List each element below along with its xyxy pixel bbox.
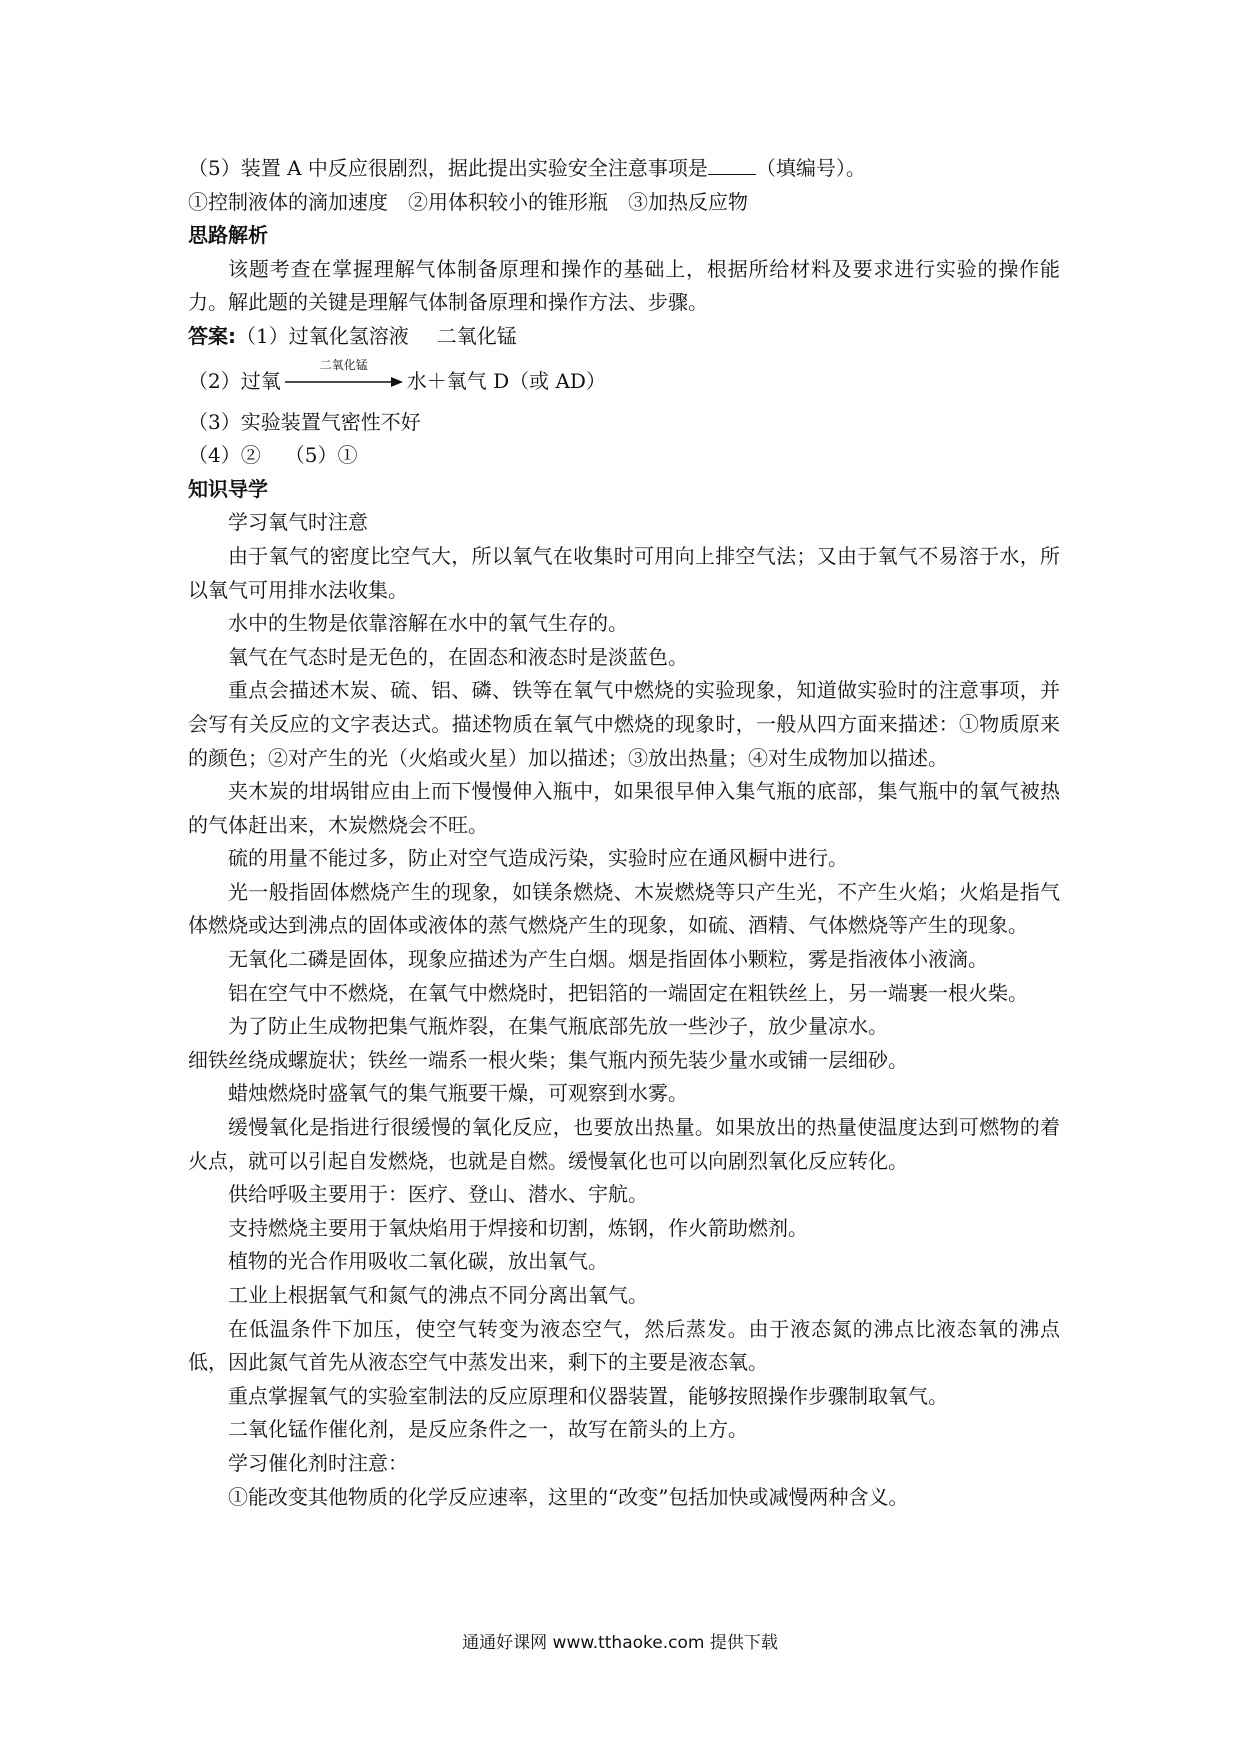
guide-heading: 知识导学 (188, 476, 268, 501)
answer-1-part-1: 过氧化氢溶液 (288, 323, 409, 348)
guide-paragraph: 植物的光合作用吸收二氧化碳，放出氧气。 (228, 1249, 608, 1274)
equation-reactant: 过氧 (240, 368, 281, 393)
equation-products: 水＋氧气 (406, 368, 487, 393)
guide-paragraph: 学习催化剂时注意： (228, 1450, 408, 1475)
guide-paragraph: 无氧化二磷是固体，现象应描述为产生白烟。烟是指固体小颗粒，雾是指液体小液滴。 (228, 947, 988, 972)
guide-paragraph: 重点会描述木炭、硫、铝、磷、铁等在氧气中燃烧的实验现象，知道做实验时的注意事项，并会写有关反应的文字表达式。描述物质在氧气中燃烧的现象时，一般从四方面来描述：①物质原来的颜色；②对产生的光（火焰或火星）加以描述；③放出热量；④对生成物加以描述。 (188, 678, 1060, 770)
reaction-condition: 二氧化锰 (319, 358, 368, 373)
guide-paragraph: 水中的生物是依靠溶解在水中的氧气生存的。 (228, 611, 628, 636)
answer-2-extra: D（或 AD） (493, 368, 606, 393)
answer-line-3: （3）实验装置气密性不好 (188, 409, 421, 434)
answer-blank (708, 156, 756, 175)
guide-paragraph: 在低温条件下加压，使空气转变为液态空气，然后蒸发。由于液态氮的沸点比液态氧的沸点低，因此氮气首先从液态空气中蒸发出来，剩下的主要是液态氧。 (188, 1316, 1060, 1375)
answer-1-number: （1） (236, 323, 289, 348)
question-5-options: ①控制液体的滴加速度 ②用体积较小的锥形瓶 ③加热反应物 (188, 189, 748, 214)
answer-label: 答案: (188, 323, 236, 348)
guide-paragraph: 蜡烛燃烧时盛氧气的集气瓶要干燥，可观察到水雾。 (228, 1081, 688, 1106)
guide-paragraph: ①能改变其他物质的化学反应速率，这里的“改变”包括加快或减慢两种含义。 (228, 1484, 909, 1509)
guide-paragraph: 由于氧气的密度比空气大，所以氧气在收集时可用向上排空气法；又由于氧气不易溶于水，所以氧气可用排水法收集。 (188, 543, 1060, 602)
guide-paragraph: 工业上根据氧气和氮气的沸点不同分离出氧气。 (228, 1283, 648, 1307)
question-5-prefix: （5）装置 A 中反应很剧烈，据此提出实验安全注意事项是 (188, 156, 708, 180)
answer-line-4 (188, 439, 1060, 473)
answer-line-2 (188, 360, 1060, 402)
guide-paragraph-noindent: 细铁丝绕成螺旋状；铁丝一端系一根火柴；集气瓶内预先装少量水或铺一层细砂。 (188, 1047, 908, 1072)
question-5-suffix: （填编号）。 (755, 156, 866, 180)
answer-4: （4）② (188, 443, 261, 468)
answer-2-number: （2） (188, 368, 241, 393)
guide-paragraph: 供给呼吸主要用于：医疗、登山、潜水、宇航。 (228, 1182, 648, 1207)
answer-line-1 (188, 320, 1060, 354)
guide-paragraph: 重点掌握氧气的实验室制法的反应原理和仪器装置，能够按照操作步骤制取氧气。 (228, 1383, 948, 1408)
document-body (188, 152, 1060, 1514)
answer-1-part-2: 二氧化锰 (436, 323, 517, 348)
guide-paragraph: 二氧化锰作催化剂，是反应条件之一，故写在箭头的上方。 (228, 1417, 748, 1442)
analysis-text: 该题考查在掌握理解气体制备原理和操作的基础上，根据所给材料及要求进行实验的操作能力。解此题的关键是理解气体制备原理和操作方法、步骤。 (188, 256, 1060, 315)
guide-paragraph: 学习氧气时注意 (228, 510, 368, 535)
arrow-icon (285, 376, 403, 388)
answer-5: （5）① (284, 443, 358, 468)
reaction-arrow (285, 358, 403, 392)
guide-paragraph: 硫的用量不能过多，防止对空气造成污染，实验时应在通风橱中进行。 (228, 846, 848, 871)
guide-paragraph: 光一般指固体燃烧产生的现象，如镁条燃烧、木炭燃烧等只产生光，不产生火焰；火焰是指气体燃烧或达到沸点的固体或液体的蒸气燃烧产生的现象，如硫、酒精、气体燃烧等产生的现象。 (188, 879, 1060, 938)
guide-paragraph: 氧气在气态时是无色的，在固态和液态时是淡蓝色。 (228, 644, 688, 669)
page-footer: 通通好课网 www.tthaoke.com 提供下载 (462, 1633, 778, 1653)
guide-paragraph: 铝在空气中不燃烧，在氧气中燃烧时，把铝箔的一端固定在粗铁丝上，另一端裹一根火柴。 (228, 980, 1028, 1005)
question-5 (188, 152, 1060, 186)
guide-paragraph: 缓慢氧化是指进行很缓慢的氧化反应，也要放出热量。如果放出的热量使温度达到可燃物的着火点，就可以引起自发燃烧，也就是自燃。缓慢氧化也可以向剧烈氧化反应转化。 (188, 1115, 1060, 1173)
guide-paragraph: 夹木炭的坩埚钳应由上而下慢慢伸入瓶中，如果很早伸入集气瓶的底部，集气瓶中的氧气被热的气体赶出来，木炭燃烧会不旺。 (188, 779, 1060, 837)
analysis-heading: 思路解析 (188, 223, 268, 248)
guide-paragraph: 支持燃烧主要用于氧炔焰用于焊接和切割，炼钢，作火箭助燃剂。 (228, 1215, 808, 1240)
guide-paragraph: 为了防止生成物把集气瓶炸裂，在集气瓶底部先放一些沙子，放少量凉水。 (228, 1014, 888, 1039)
